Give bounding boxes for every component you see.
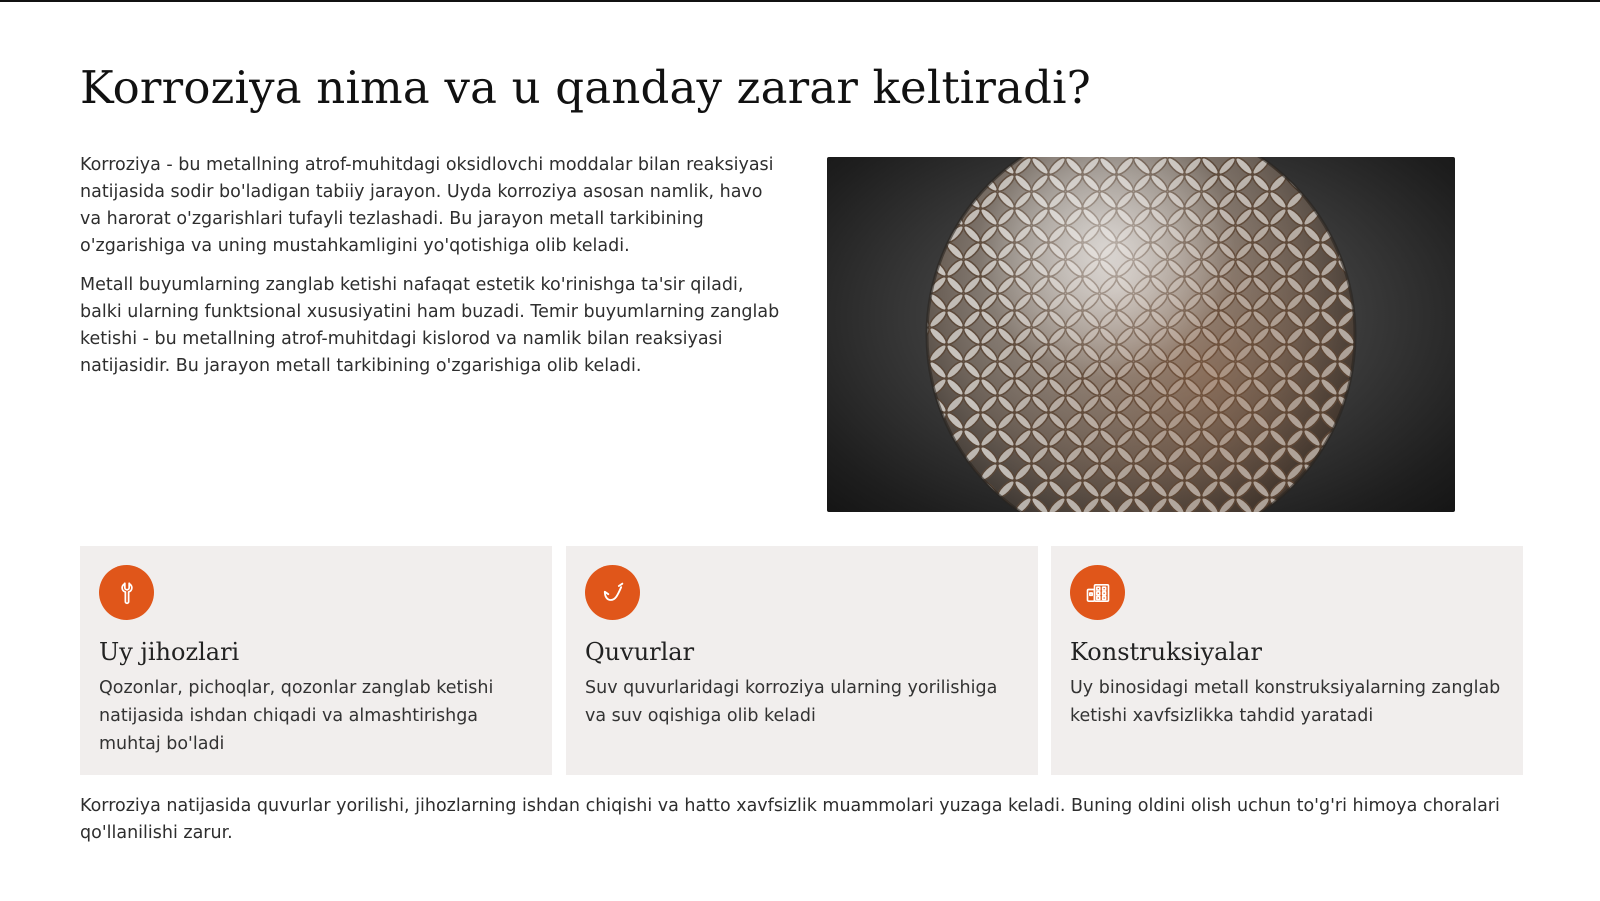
- card-text: Suv quvurlaridagi korroziya ularning yorilishiga va suv oqishiga olib keladi: [585, 678, 998, 726]
- rusty-metal-sphere-image: [827, 157, 1455, 512]
- wrench-icon: [99, 565, 154, 620]
- card-title: Uy jihozlari: [99, 638, 240, 666]
- card-pipes: [566, 546, 1038, 775]
- rusty-sphere-illustration: [827, 157, 1455, 512]
- card-title: Konstruksiyalar: [1070, 638, 1262, 666]
- building-icon: [1070, 565, 1125, 620]
- top-divider: [0, 0, 1600, 2]
- card-household-items: [80, 546, 552, 775]
- intro-paragraph-2: Metall buyumlarning zanglab ketishi nafaqat estetik ko'rinishga ta'sir qiladi, balki ularning funktsional xususiyatini ham buzadi. Temir buyumlarning zanglab ketishi - bu metallning atrof-muhitdagi kislorod va namlik bilan reaksiyasi natijasidir. Bu jarayon metall tarkibining o'zgarishiga olib keladi.: [80, 275, 780, 376]
- card-structures: [1051, 546, 1523, 775]
- card-title: Quvurlar: [585, 638, 695, 666]
- intro-section: [80, 152, 780, 392]
- footer-paragraph: Korroziya natijasida quvurlar yorilishi, jihozlarning ishdan chiqishi va hatto xavfsizlik muammolari yuzaga keladi. Buning oldini olish uchun to'g'ri himoya choralari qo'llanilishi zarur.: [80, 796, 1500, 843]
- card-text: Uy binosidagi metall konstruksiyalarning zanglab ketishi xavfsizlikka tahdid yaratadi: [1070, 678, 1501, 726]
- pipe-icon: [585, 565, 640, 620]
- intro-paragraph-1: Korroziya - bu metallning atrof-muhitdagi oksidlovchi moddalar bilan reaksiyasi natijasida sodir bo'ladigan tabiiy jarayon. Uyda korroziya asosan namlik, havo va harorat o'zgarishlari tufayli tezlashadi. Bu jarayon metall tarkibining o'zgarishiga va uning mustahkamligini yo'qotishiga olib keladi.: [80, 155, 774, 256]
- damage-cards: [80, 546, 1523, 775]
- page-title: Korroziya nima va u qanday zarar keltiradi?: [80, 61, 1091, 114]
- card-text: Qozonlar, pichoqlar, qozonlar zanglab ketishi natijasida ishdan chiqadi va almashtirishga muhtaj bo'ladi: [99, 678, 494, 754]
